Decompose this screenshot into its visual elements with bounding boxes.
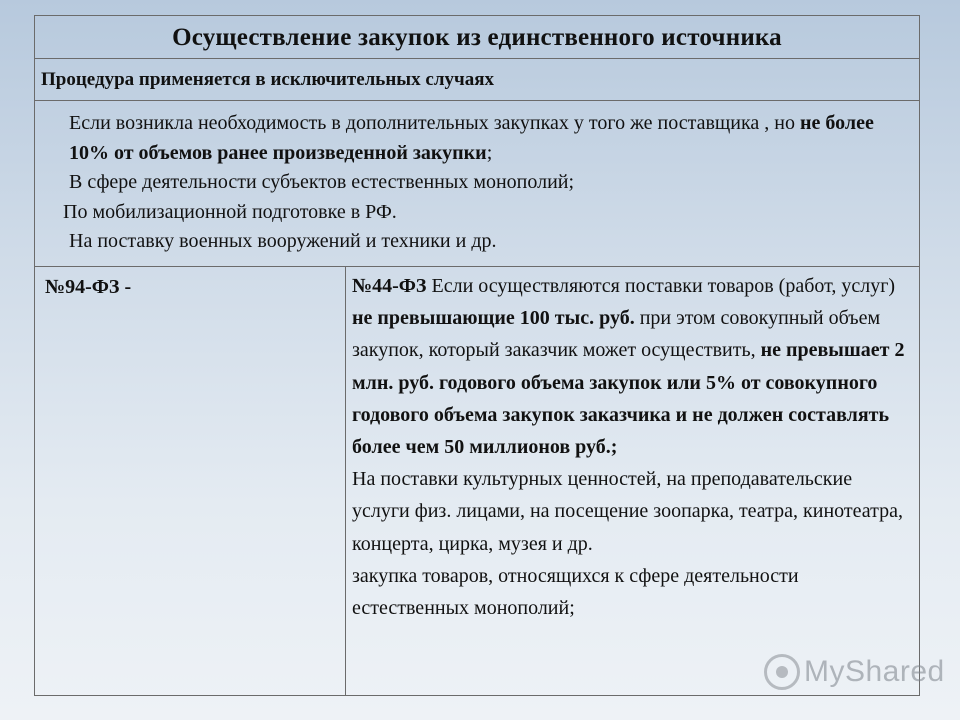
law-44-paragraph-culture: На поставки культурных ценностей, на преподавательские услуги физ. лицами, на посещение зоопарка, театра, кинотеатра, концерта, цирка, музея и др. xyxy=(352,468,903,555)
law-94-cell xyxy=(35,267,346,695)
law-44-text xyxy=(352,270,914,624)
case-item-military: На поставку военных вооружений и техники и др. xyxy=(69,230,497,252)
table-title-row xyxy=(35,16,919,59)
law-44-cell xyxy=(346,267,919,695)
case-item-additional-purchase: Если возникла необходимость в дополнительных закупках у того же поставщика , но не более 10% от объемов ранее произведенной закупки; xyxy=(69,112,874,164)
watermark-text: MyShared xyxy=(804,655,945,688)
table-title: Осуществление закупок из единственного источника xyxy=(172,24,782,51)
procurement-table xyxy=(34,15,920,696)
law-44-paragraph-limits: №44-ФЗ Если осуществляются поставки товаров (работ, услуг) не превышающие 100 тыс. руб. при этом совокупный объем закупок, который заказчик может осуществить, не превышает 2 млн. руб. годового объема закупок или 5% от совокупного годового объема закупок заказчика и не должен составлять более чем 50 миллионов руб.; xyxy=(352,275,905,459)
myshared-logo-icon xyxy=(764,654,800,690)
laws-row xyxy=(35,267,919,695)
cases-row xyxy=(35,101,919,267)
table-subtitle-row xyxy=(35,59,919,101)
case-item-natural-monopolies: В сфере деятельности субъектов естественных монополий; xyxy=(69,171,575,193)
case-item-mobilization: По мобилизационной подготовке в РФ. xyxy=(63,200,397,223)
law-94-label: №94-ФЗ - xyxy=(45,276,132,298)
myshared-watermark xyxy=(764,652,945,692)
cases-list xyxy=(39,109,917,257)
law-44-paragraph-monopolies: закупка товаров, относящихся к сфере деятельности естественных монополий; xyxy=(352,564,799,620)
table-subtitle: Процедура применяется в исключительных случаях xyxy=(41,69,494,90)
